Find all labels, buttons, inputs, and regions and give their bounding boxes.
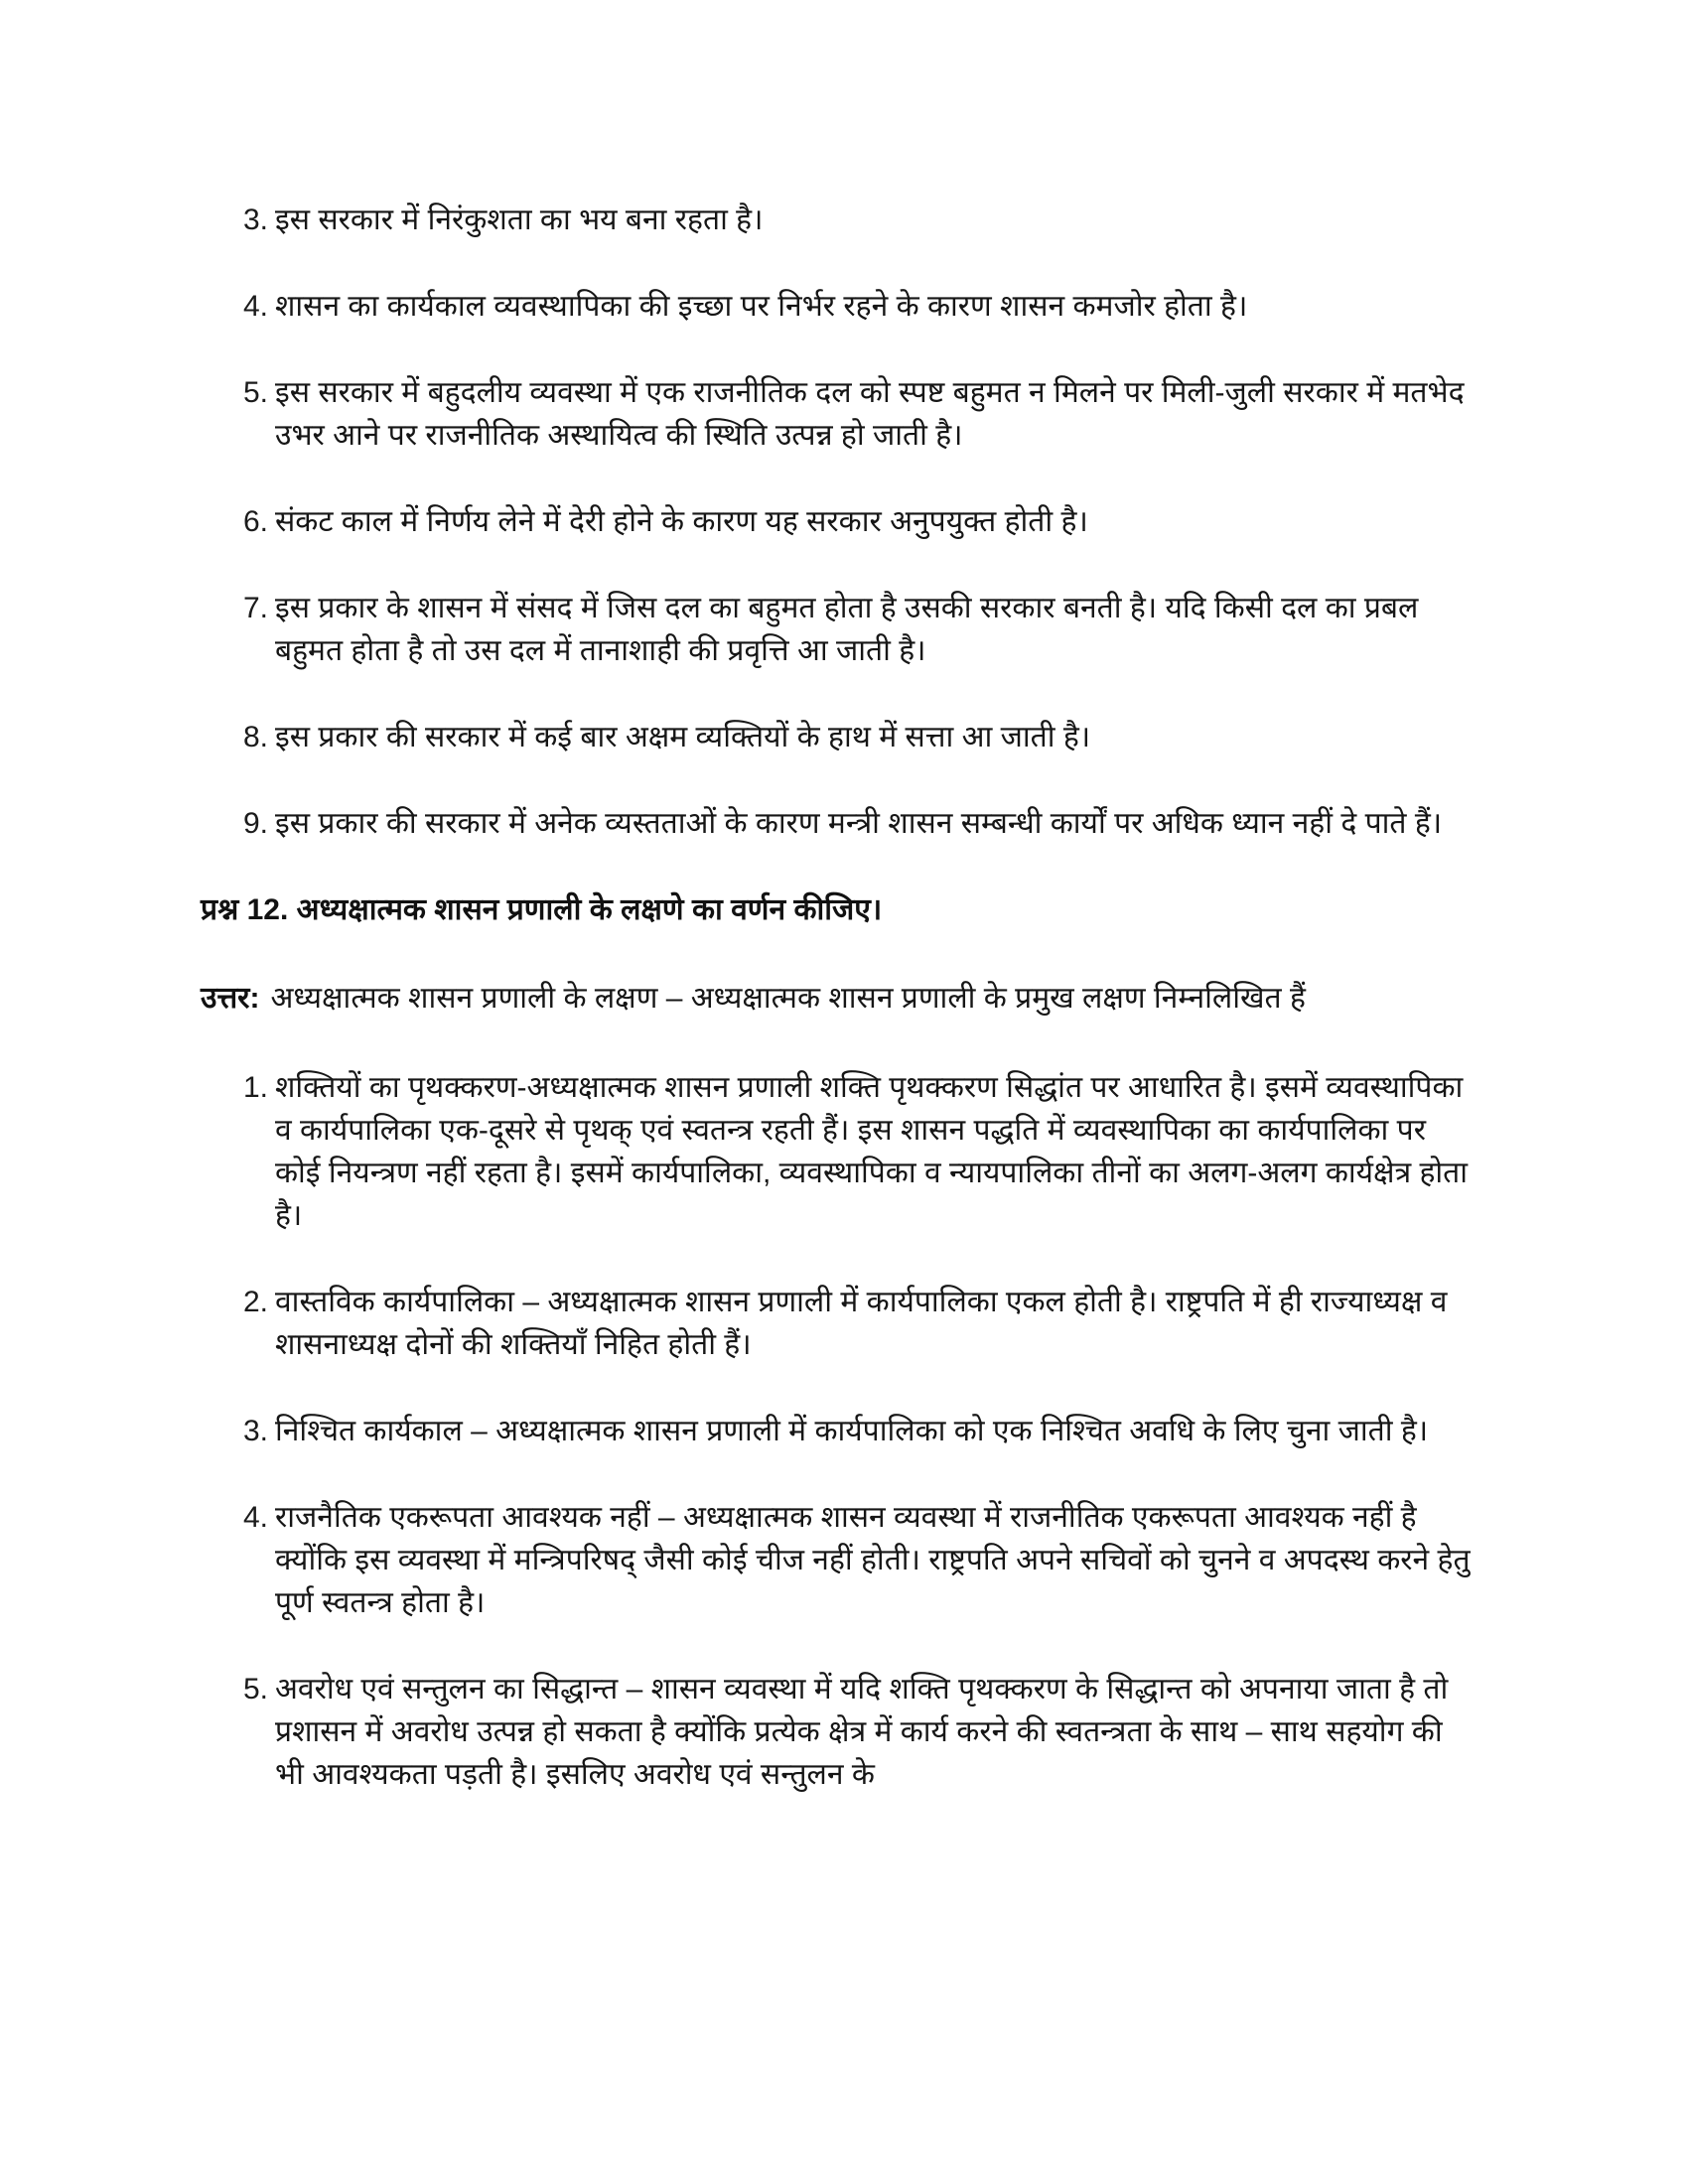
list-item bbox=[243, 716, 1549, 758]
list-item bbox=[243, 1496, 1549, 1624]
list-item-text: वास्तविक कार्यपालिका – अध्यक्षात्मक शासन प्रणाली में कार्यपालिका एकल होती है। राष्ट्रपति में ही राज्याध्यक्ष व शासनाध्यक्ष दोनों की शक्तियाँ निहित होती हैं। bbox=[275, 1286, 1448, 1361]
list-item-text: शासन का कार्यकाल व्यवस्थापिका की इच्छा पर निर्भर रहने के कारण शासन कमजोर होता है। bbox=[275, 290, 1248, 323]
list-item-number: 7. bbox=[243, 592, 269, 624]
list-item-text: निश्चित कार्यकाल – अध्यक्षात्मक शासन प्रणाली में कार्यपालिका को एक निश्चित अवधि के लिए चुना जाती है। bbox=[275, 1415, 1429, 1447]
list-item bbox=[243, 199, 1549, 241]
list-item-number: 2. bbox=[243, 1286, 269, 1318]
list-item bbox=[243, 802, 1549, 845]
question-heading: प्रश्न 12. अध्यक्षात्मक शासन प्रणाली के लक्षणे का वर्णन कीजिए। bbox=[201, 893, 883, 926]
list-item-text: शक्तियों का पृथक्करण-अध्यक्षात्मक शासन प्रणाली शक्ति पृथक्करण सिद्धांत पर आधारित है। इसमें व्यवस्थापिका व कार्यपालिका एक-दूसरे से पृथक् एवं स्वतन्त्र रहती हैं। इस शासन पद्धति में व्यवस्थापिका का कार्यपालिका पर कोई नियन्त्रण नहीं रहता है। इसमें कार्यपालिका, व्यवस्थापिका व न्यायपालिका तीनों का अलग-अलग कार्यक्षेत्र होता है। bbox=[275, 1071, 1469, 1232]
list-item-number: 9. bbox=[243, 807, 269, 840]
list-item bbox=[243, 1668, 1549, 1796]
disadvantages-list bbox=[201, 199, 1549, 845]
list-item bbox=[243, 1281, 1549, 1366]
list-item bbox=[243, 1066, 1549, 1237]
list-item-text: इस प्रकार की सरकार में कई बार अक्षम व्यक्तियों के हाथ में सत्ता आ जाती है। bbox=[275, 721, 1091, 753]
features-list bbox=[201, 1066, 1549, 1796]
list-item-text: संकट काल में निर्णय लेने में देरी होने के कारण यह सरकार अनुपयुक्त होती है। bbox=[275, 505, 1088, 538]
list-item-number: 5. bbox=[243, 376, 269, 409]
list-item-text: अवरोध एवं सन्तुलन का सिद्धान्त – शासन व्यवस्था में यदि शक्ति पृथक्करण के सिद्धान्त को अपनाया जाता है तो प्रशासन में अवरोध उत्पन्न हो सकता है क्योंकि प्रत्येक क्षेत्र में कार्य करने की स्वतन्त्रता के साथ – साथ सहयोग की भी आवश्यकता पड़ती है। इसलिए अवरोध एवं सन्तुलन के bbox=[275, 1673, 1449, 1791]
list-item-text: इस सरकार में निरंकुशता का भय बना रहता है। bbox=[275, 204, 764, 236]
list-item-text: इस प्रकार की सरकार में अनेक व्यस्तताओं के कारण मन्त्री शासन सम्बन्धी कार्यों पर अधिक ध्यान नहीं दे पाते हैं। bbox=[275, 807, 1443, 840]
list-item bbox=[243, 1410, 1549, 1452]
answer-text: अध्यक्षात्मक शासन प्रणाली के लक्षण – अध्यक्षात्मक शासन प्रणाली के प्रमुख लक्षण निम्नलिखित हैं bbox=[270, 982, 1306, 1015]
list-item bbox=[243, 371, 1549, 457]
list-item-number: 5. bbox=[243, 1673, 269, 1706]
list-item-number: 8. bbox=[243, 721, 269, 753]
list-item-text: इस सरकार में बहुदलीय व्यवस्था में एक राजनीतिक दल को स्पष्ट बहुमत न मिलने पर मिली-जुली सरकार में मतभेद उभर आने पर राजनीतिक अस्थायित्व की स्थिति उत्पन्न हो जाती है। bbox=[275, 376, 1465, 452]
list-item-number: 4. bbox=[243, 290, 269, 323]
list-item-number: 3. bbox=[243, 204, 269, 236]
list-item-number: 3. bbox=[243, 1415, 269, 1447]
list-item-text: राजनैतिक एकरूपता आवश्यक नहीं – अध्यक्षात्मक शासन व्यवस्था में राजनीतिक एकरूपता आवश्यक नहीं है क्योंकि इस व्यवस्था में मन्त्रिपरिषद् जैसी कोई चीज नहीं होती। राष्ट्रपति अपने सचिवों को चुनने व अपदस्थ करने हेतु पूर्ण स्वतन्त्र होता है। bbox=[275, 1501, 1471, 1619]
list-item-number: 4. bbox=[243, 1501, 269, 1534]
answer-label: उत्तर: bbox=[201, 982, 260, 1015]
list-item bbox=[243, 500, 1549, 543]
answer-intro bbox=[201, 977, 1549, 1020]
list-item-number: 1. bbox=[243, 1071, 269, 1104]
list-item bbox=[243, 587, 1549, 672]
list-item-text: इस प्रकार के शासन में संसद में जिस दल का बहुमत होता है उसकी सरकार बनती है। यदि किसी दल का प्रबल बहुमत होता है तो उस दल में तानाशाही की प्रवृत्ति आ जाती है। bbox=[275, 592, 1419, 667]
list-item bbox=[243, 285, 1549, 328]
list-item-number: 6. bbox=[243, 505, 269, 538]
